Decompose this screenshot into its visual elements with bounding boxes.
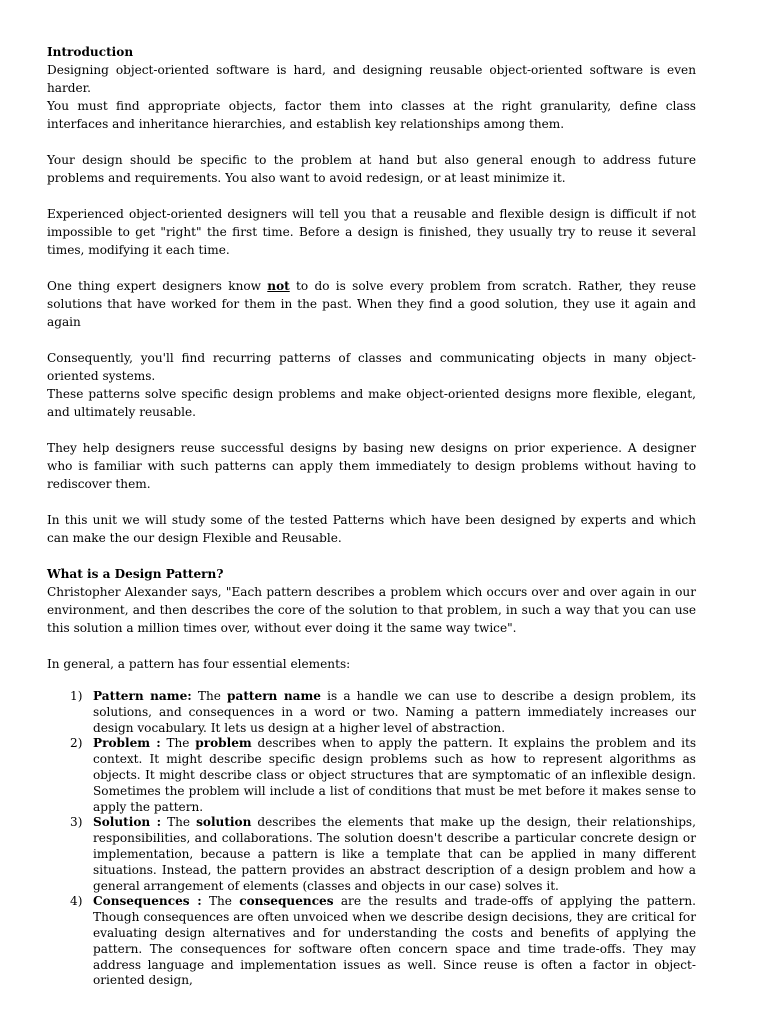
intro-paragraph-6: They help designers reuse successful designs by basing new designs on prior experience. A designer who is familiar with such patterns can apply them immediately to design problems without having to rediscover them. — [47, 441, 696, 491]
emphasis-not: not — [267, 279, 290, 293]
list-text: describes when to apply the pattern. It explains the problem and its context. It might describe specific design problems such as how to represent algorithms as objects. It might describe class or object structures that are symptomatic of an inflexible design. Sometimes the problem will include a list of conditions that must be met before it makes sense to apply the pattern. — [93, 736, 697, 814]
list-item — [47, 894, 696, 989]
list-label: Pattern name: — [93, 689, 192, 703]
pattern-paragraph-1: Christopher Alexander says, "Each pattern describes a problem which occurs over and over again in our environment, and then describes the core of the solution to that problem, in such a way that you can use this solution a million times over, without ever doing it the same way twice". — [47, 585, 696, 635]
intro-paragraph-5a: Consequently, you'll find recurring patterns of classes and communicating objects in many object-oriented systems. — [47, 351, 696, 383]
list-term: consequences — [239, 894, 334, 909]
list-text: is a handle we can use to describe a design problem, its solutions, and consequences in a word or two. Naming a pattern immediately increases our design vocabulary. It lets us design at a higher level of abstraction. — [93, 689, 697, 735]
list-term: solution — [196, 815, 252, 830]
pattern-paragraph-2: In general, a pattern has four essential elements: — [47, 657, 351, 671]
list-label: Problem : — [93, 736, 161, 751]
intro-paragraph-4 — [47, 277, 696, 331]
introduction-heading: Introduction — [47, 45, 134, 59]
intro-paragraph-3: Experienced object-oriented designers will tell you that a reusable and flexible design is difficult if not impossible to get "right" the first time. Before a design is finished, they usually try to reuse it several times, modifying it each time. — [47, 207, 696, 257]
list-number: 1) — [70, 689, 83, 703]
intro-paragraph-1a: Designing object-oriented software is hard, and designing reusable object-oriented software is even harder. — [47, 63, 696, 95]
intro-paragraph-2: Your design should be specific to the problem at hand but also general enough to address future problems and requirements. You also want to avoid redesign, or at least minimize it. — [47, 153, 696, 185]
list-item — [47, 736, 696, 815]
intro-paragraph-4-pre: One thing expert designers know — [47, 279, 268, 293]
list-number: 2) — [70, 736, 83, 751]
list-text: are the results and trade-offs of applying the pattern. Though consequences are often unvoiced when we describe design decisions, they are critical for evaluating design alternatives and for understanding the costs and benefits of applying the pattern. The consequences for software often concern space and time trade-offs. They may address language and implementation issues as well. Since reuse is often a factor in object-oriented design, — [93, 894, 697, 988]
list-text-pre: The — [191, 689, 228, 703]
list-label: Solution : — [93, 815, 162, 830]
intro-paragraph-4-post: to do is solve every problem from scratch. Rather, they reuse solutions that have worked for them in the past. When they find a good solution, they use it again and again — [47, 279, 696, 329]
list-number: 4) — [70, 894, 83, 909]
list-item — [47, 815, 696, 894]
list-term: problem — [195, 736, 252, 751]
list-term: pattern name — [227, 689, 321, 703]
list-number: 3) — [70, 815, 83, 830]
intro-paragraph-7: In this unit we will study some of the tested Patterns which have been designed by experts and which can make the our design Flexible and Reusable. — [47, 513, 696, 545]
essential-elements-list — [47, 689, 696, 989]
list-label: Consequences : — [93, 894, 202, 909]
intro-paragraph-1b: You must find appropriate objects, factor them into classes at the right granularity, define class interfaces and inheritance hierarchies, and establish key relationships among them. — [47, 99, 696, 131]
design-pattern-heading: What is a Design Pattern? — [47, 567, 224, 581]
list-text-pre: The — [201, 894, 240, 909]
list-text-pre: The — [160, 736, 196, 751]
list-item — [47, 689, 696, 736]
list-text-pre: The — [161, 815, 197, 830]
intro-paragraph-5b: These patterns solve specific design problems and make object-oriented designs more flexible, elegant, and ultimately reusable. — [47, 387, 696, 419]
list-text: describes the elements that make up the design, their relationships, responsibilities, and collaborations. The solution doesn't describe a particular concrete design or implementation, because a pattern is like a template that can be applied in many different situations. Instead, the pattern provides an abstract description of a design problem and how a general arrangement of elements (classes and objects in our case) solves it. — [93, 815, 696, 893]
